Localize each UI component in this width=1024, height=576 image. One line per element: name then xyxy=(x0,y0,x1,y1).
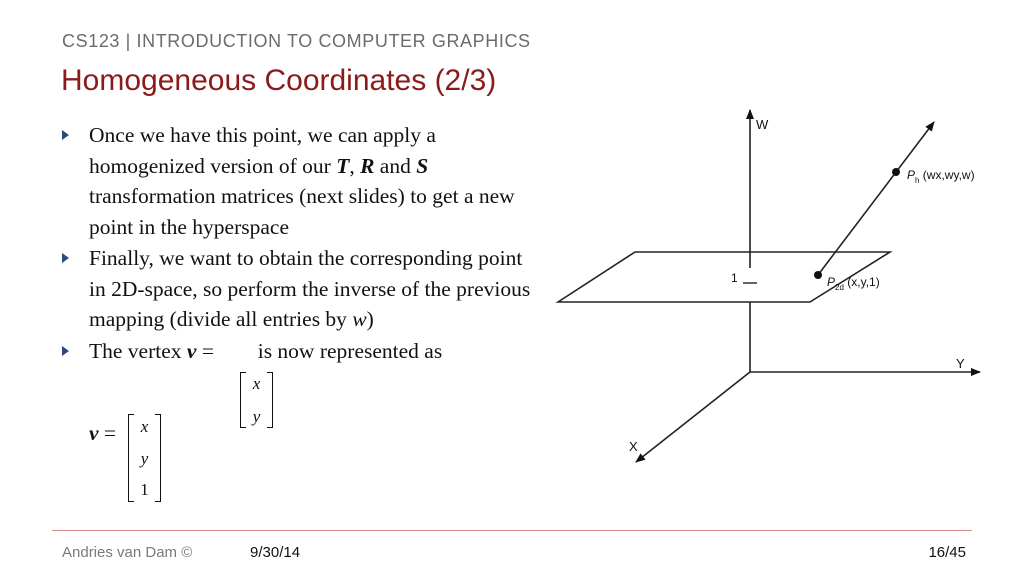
vertex-2d-matrix xyxy=(240,372,273,428)
label-ph-sub: h xyxy=(915,176,920,185)
bullet-list xyxy=(62,120,537,367)
triangle-bullet-icon xyxy=(62,130,69,140)
course-header: CS123 | INTRODUCTION TO COMPUTER GRAPHICS xyxy=(62,31,531,51)
bullet-1-and: and xyxy=(374,153,417,178)
matrix-2d-x: x xyxy=(252,374,261,393)
label-p2d-coords: (x,y,1) xyxy=(843,275,880,289)
matrix-3d-one: 1 xyxy=(140,480,149,499)
footer-divider xyxy=(52,530,972,531)
bullet-3-text-a: The vertex xyxy=(89,338,187,363)
bullet-vertex-representation xyxy=(62,336,537,367)
footer-author: Andries van Dam © xyxy=(62,544,193,561)
matrix-2d-y: y xyxy=(252,407,261,426)
vertex-v-label-2: v xyxy=(89,421,99,445)
tick-label-1: 1 xyxy=(731,271,738,285)
bullet-1-comma: , xyxy=(349,153,361,178)
vertex-v-label: v xyxy=(186,338,197,363)
bullet-1-text-a: Once we have this point, we can apply a homogenized version of our xyxy=(89,123,436,178)
axis-label-y: Y xyxy=(956,356,965,371)
bullet-1-text-b: transformation matrices (next slides) to get a new point in the hyperspace xyxy=(89,184,515,239)
slide-title: Homogeneous Coordinates (2/3) xyxy=(61,64,497,97)
matrix-R-label: R xyxy=(360,153,375,178)
bullet-3-eq: = xyxy=(196,338,220,363)
point-p2d xyxy=(814,271,822,279)
w-variable: w xyxy=(352,307,367,331)
label-ph xyxy=(907,168,975,185)
triangle-bullet-icon xyxy=(62,346,69,356)
matrix-3d-x: x xyxy=(140,417,149,436)
vertex-homogeneous-matrix xyxy=(128,414,161,502)
bullet-apply-transformations xyxy=(62,120,537,242)
homogeneous-coordinates-diagram xyxy=(540,100,1010,480)
homogeneous-equation xyxy=(89,421,116,446)
x-axis xyxy=(636,372,750,462)
matrix-T-label: T xyxy=(336,153,350,178)
point-ph xyxy=(892,168,900,176)
label-p2d xyxy=(827,275,880,292)
bullet-2-text-a: Finally, we want to obtain the corresponding point in 2D-space, so perform the inverse of the previous mapping (divide all entries by xyxy=(89,246,531,331)
bullet-inverse-mapping xyxy=(62,243,537,335)
footer-date: 9/30/14 xyxy=(250,544,301,561)
axis-label-x: X xyxy=(629,439,638,454)
label-p2d-letter: P xyxy=(827,275,836,289)
triangle-bullet-icon xyxy=(62,253,69,263)
label-ph-coords: (wx,wy,w) xyxy=(919,168,975,182)
equation-equals: = xyxy=(98,421,117,445)
bullet-2-text-b: ) xyxy=(366,307,374,331)
label-p2d-sub: 2d xyxy=(835,283,844,292)
matrix-S-label: S xyxy=(416,153,429,178)
plane-w-equals-1 xyxy=(558,252,890,302)
bullet-3-text-b: is now represented as xyxy=(257,338,443,363)
axis-label-w: W xyxy=(756,117,769,132)
page-number: 16/45 xyxy=(928,544,966,561)
matrix-3d-y: y xyxy=(140,448,149,468)
label-ph-letter: P xyxy=(907,168,916,182)
